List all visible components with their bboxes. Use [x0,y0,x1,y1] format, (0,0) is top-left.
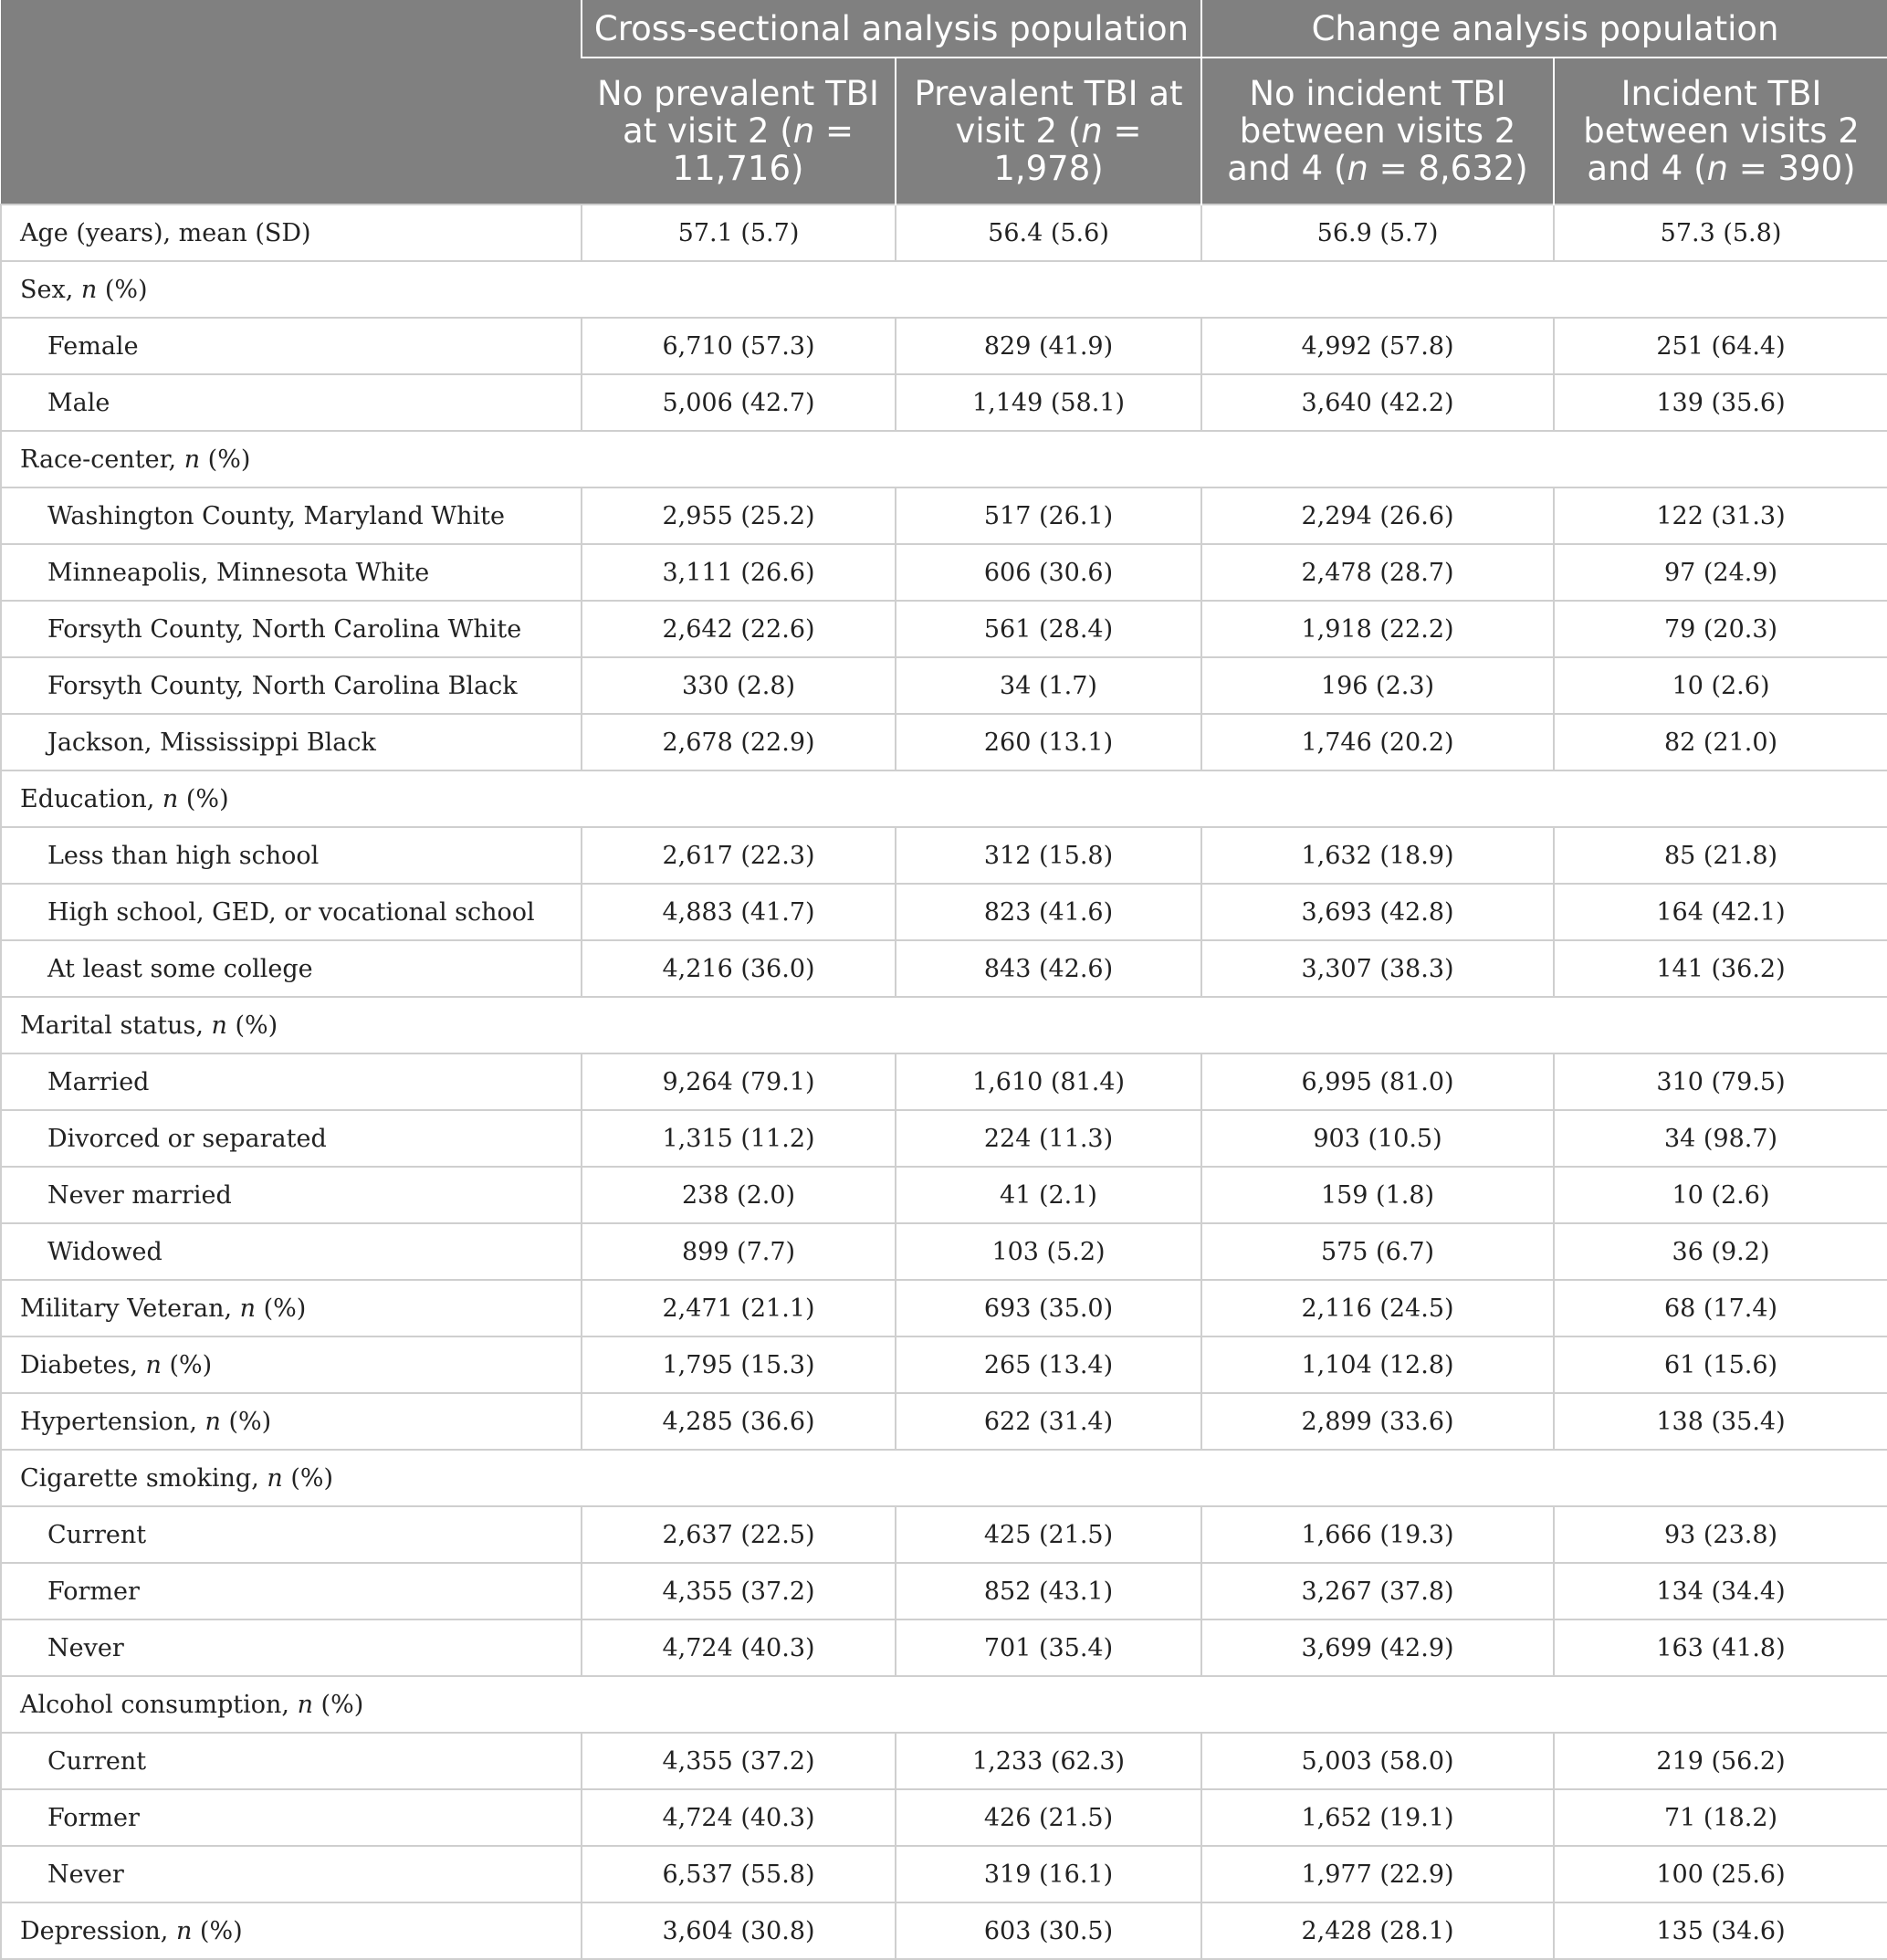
row-value-col3 [1201,261,1554,318]
row-value-col4: 97 (24.9) [1554,544,1887,601]
header-prevalent-tbi: Prevalent TBI at visit 2 (n = 1,978) [896,58,1201,204]
row-value-col3: 5,003 (58.0) [1201,1733,1554,1789]
row-value-col2 [896,1450,1201,1506]
row-value-col1 [582,431,896,487]
row-label: Hypertension, n (%) [1,1393,582,1450]
row-value-col4: 139 (35.6) [1554,374,1887,431]
row-value-col4: 68 (17.4) [1554,1280,1887,1336]
table-row [1,1902,1887,1959]
table-category-row [1,997,1887,1053]
row-value-col4: 163 (41.8) [1554,1619,1887,1676]
row-value-col3: 2,428 (28.1) [1201,1902,1554,1959]
row-label: Former [1,1563,582,1619]
row-label: Military Veteran, n (%) [1,1280,582,1336]
row-label: At least some college [1,940,582,997]
table-row [1,318,1887,374]
row-value-col4 [1554,997,1887,1053]
row-value-col3 [1201,1676,1554,1733]
row-value-col4: 71 (18.2) [1554,1789,1887,1846]
row-value-col4 [1554,431,1887,487]
row-value-col1: 1,315 (11.2) [582,1110,896,1167]
row-value-col1: 2,955 (25.2) [582,487,896,544]
row-value-col2: 312 (15.8) [896,827,1201,884]
row-value-col1: 6,710 (57.3) [582,318,896,374]
row-value-col2: 829 (41.9) [896,318,1201,374]
row-label: Forsyth County, North Carolina White [1,601,582,657]
row-value-col4: 100 (25.6) [1554,1846,1887,1902]
row-value-col4: 61 (15.6) [1554,1336,1887,1393]
header-blank-cell [1,0,582,204]
row-value-col3: 3,267 (37.8) [1201,1563,1554,1619]
table-row [1,1393,1887,1450]
row-value-col1: 238 (2.0) [582,1167,896,1223]
table-row [1,487,1887,544]
row-value-col4: 164 (42.1) [1554,884,1887,940]
row-value-col3: 1,918 (22.2) [1201,601,1554,657]
row-value-col1: 9,264 (79.1) [582,1053,896,1110]
table-row [1,940,1887,997]
row-value-col4 [1554,1676,1887,1733]
row-label: High school, GED, or vocational school [1,884,582,940]
row-value-col4 [1554,770,1887,827]
row-value-col3: 159 (1.8) [1201,1167,1554,1223]
row-label: Forsyth County, North Carolina Black [1,657,582,714]
row-label: Never married [1,1167,582,1223]
row-value-col3 [1201,770,1554,827]
table-body [1,204,1887,1959]
header-group-change: Change analysis population [1201,0,1887,58]
row-value-col1: 1,795 (15.3) [582,1336,896,1393]
row-value-col4 [1554,261,1887,318]
row-value-col2: 41 (2.1) [896,1167,1201,1223]
row-value-col3: 2,294 (26.6) [1201,487,1554,544]
row-value-col3: 56.9 (5.7) [1201,204,1554,261]
table-row [1,1846,1887,1902]
row-value-col2: 561 (28.4) [896,601,1201,657]
row-value-col4: 310 (79.5) [1554,1053,1887,1110]
row-value-col4: 34 (98.7) [1554,1110,1887,1167]
row-value-col1: 3,111 (26.6) [582,544,896,601]
row-value-col2: 319 (16.1) [896,1846,1201,1902]
row-label: Married [1,1053,582,1110]
table-row [1,1336,1887,1393]
table-row [1,1167,1887,1223]
table-row [1,657,1887,714]
row-value-col2 [896,1676,1201,1733]
row-value-col3: 1,632 (18.9) [1201,827,1554,884]
row-label: Marital status, n (%) [1,997,582,1053]
row-value-col2: 1,233 (62.3) [896,1733,1201,1789]
table-row [1,884,1887,940]
row-label: Diabetes, n (%) [1,1336,582,1393]
row-value-col2: 517 (26.1) [896,487,1201,544]
row-value-col2: 224 (11.3) [896,1110,1201,1167]
header-no-incident-tbi: No incident TBI between visits 2 and 4 (n = 8,632) [1201,58,1554,204]
table-row [1,544,1887,601]
row-value-col2: 1,610 (81.4) [896,1053,1201,1110]
row-value-col4: 82 (21.0) [1554,714,1887,770]
row-value-col1: 2,642 (22.6) [582,601,896,657]
row-value-col1: 4,724 (40.3) [582,1619,896,1676]
row-label: Less than high school [1,827,582,884]
row-value-col2: 34 (1.7) [896,657,1201,714]
row-value-col4: 79 (20.3) [1554,601,1887,657]
row-label: Depression, n (%) [1,1902,582,1959]
row-value-col2: 693 (35.0) [896,1280,1201,1336]
row-value-col2: 103 (5.2) [896,1223,1201,1280]
table-row [1,1733,1887,1789]
row-label: Current [1,1506,582,1563]
table-row [1,1789,1887,1846]
row-label: Current [1,1733,582,1789]
table-category-row [1,1676,1887,1733]
row-value-col4: 93 (23.8) [1554,1506,1887,1563]
row-value-col4: 134 (34.4) [1554,1563,1887,1619]
row-value-col3: 3,693 (42.8) [1201,884,1554,940]
row-value-col3 [1201,431,1554,487]
row-value-col4: 219 (56.2) [1554,1733,1887,1789]
row-value-col1: 4,355 (37.2) [582,1733,896,1789]
row-value-col1: 4,883 (41.7) [582,884,896,940]
row-label: Minneapolis, Minnesota White [1,544,582,601]
row-value-col3: 2,899 (33.6) [1201,1393,1554,1450]
row-value-col1: 4,724 (40.3) [582,1789,896,1846]
row-value-col1: 6,537 (55.8) [582,1846,896,1902]
row-value-col2: 260 (13.1) [896,714,1201,770]
row-value-col3: 3,307 (38.3) [1201,940,1554,997]
row-value-col1: 899 (7.7) [582,1223,896,1280]
row-value-col3: 1,666 (19.3) [1201,1506,1554,1563]
row-label: Female [1,318,582,374]
row-label: Male [1,374,582,431]
row-value-col4: 138 (35.4) [1554,1393,1887,1450]
table-category-row [1,431,1887,487]
row-label: Race-center, n (%) [1,431,582,487]
row-value-col3: 4,992 (57.8) [1201,318,1554,374]
table-row [1,204,1887,261]
row-value-col1: 3,604 (30.8) [582,1902,896,1959]
table-header [1,0,1887,204]
row-value-col1 [582,770,896,827]
row-value-col4: 10 (2.6) [1554,657,1887,714]
row-value-col1: 4,355 (37.2) [582,1563,896,1619]
row-value-col1: 5,006 (42.7) [582,374,896,431]
row-value-col1: 2,678 (22.9) [582,714,896,770]
row-value-col1 [582,261,896,318]
row-value-col2: 265 (13.4) [896,1336,1201,1393]
row-label: Alcohol consumption, n (%) [1,1676,582,1733]
header-no-prevalent-tbi: No prevalent TBI at visit 2 (n = 11,716) [582,58,896,204]
row-value-col2 [896,770,1201,827]
row-value-col3 [1201,997,1554,1053]
row-label: Never [1,1846,582,1902]
row-value-col2 [896,431,1201,487]
row-value-col4 [1554,1450,1887,1506]
row-value-col3 [1201,1450,1554,1506]
row-value-col4: 36 (9.2) [1554,1223,1887,1280]
row-value-col2: 701 (35.4) [896,1619,1201,1676]
row-value-col2: 426 (21.5) [896,1789,1201,1846]
row-value-col1 [582,1450,896,1506]
row-value-col1: 330 (2.8) [582,657,896,714]
table-row [1,1563,1887,1619]
row-value-col1 [582,997,896,1053]
table-row [1,827,1887,884]
table-row [1,1280,1887,1336]
table-row [1,1619,1887,1676]
table-row [1,714,1887,770]
row-value-col3: 1,104 (12.8) [1201,1336,1554,1393]
row-label: Age (years), mean (SD) [1,204,582,261]
row-value-col2: 843 (42.6) [896,940,1201,997]
row-value-col3: 1,977 (22.9) [1201,1846,1554,1902]
row-value-col1: 4,285 (36.6) [582,1393,896,1450]
row-value-col1: 57.1 (5.7) [582,204,896,261]
row-value-col2: 425 (21.5) [896,1506,1201,1563]
row-value-col3: 6,995 (81.0) [1201,1053,1554,1110]
row-value-col3: 1,652 (19.1) [1201,1789,1554,1846]
row-label: Jackson, Mississippi Black [1,714,582,770]
table-category-row [1,261,1887,318]
row-value-col4: 135 (34.6) [1554,1902,1887,1959]
row-value-col2: 1,149 (58.1) [896,374,1201,431]
row-value-col3: 3,640 (42.2) [1201,374,1554,431]
row-label: Former [1,1789,582,1846]
row-value-col1: 2,617 (22.3) [582,827,896,884]
row-label: Sex, n (%) [1,261,582,318]
row-value-col4: 251 (64.4) [1554,318,1887,374]
table-row [1,1223,1887,1280]
row-value-col2: 603 (30.5) [896,1902,1201,1959]
row-value-col3: 2,116 (24.5) [1201,1280,1554,1336]
row-value-col4: 122 (31.3) [1554,487,1887,544]
row-value-col4: 10 (2.6) [1554,1167,1887,1223]
row-value-col3: 2,478 (28.7) [1201,544,1554,601]
table-row [1,1110,1887,1167]
table-row [1,1506,1887,1563]
row-value-col2: 852 (43.1) [896,1563,1201,1619]
row-label: Never [1,1619,582,1676]
row-value-col2: 823 (41.6) [896,884,1201,940]
table-row [1,374,1887,431]
row-value-col3: 3,699 (42.9) [1201,1619,1554,1676]
row-value-col1: 4,216 (36.0) [582,940,896,997]
table-row [1,601,1887,657]
row-value-col1: 2,637 (22.5) [582,1506,896,1563]
row-value-col2: 622 (31.4) [896,1393,1201,1450]
row-value-col3: 196 (2.3) [1201,657,1554,714]
row-value-col1 [582,1676,896,1733]
row-value-col1: 2,471 (21.1) [582,1280,896,1336]
row-label: Education, n (%) [1,770,582,827]
row-value-col2 [896,997,1201,1053]
row-value-col4: 57.3 (5.8) [1554,204,1887,261]
row-label: Divorced or separated [1,1110,582,1167]
row-value-col3: 575 (6.7) [1201,1223,1554,1280]
table-row [1,1053,1887,1110]
row-value-col3: 903 (10.5) [1201,1110,1554,1167]
row-value-col4: 85 (21.8) [1554,827,1887,884]
header-incident-tbi: Incident TBI between visits 2 and 4 (n = 390) [1554,58,1887,204]
table-category-row [1,770,1887,827]
table-category-row [1,1450,1887,1506]
row-label: Widowed [1,1223,582,1280]
row-value-col2: 606 (30.6) [896,544,1201,601]
row-label: Cigarette smoking, n (%) [1,1450,582,1506]
header-group-cross-sectional: Cross-sectional analysis population [582,0,1201,58]
row-label: Washington County, Maryland White [1,487,582,544]
row-value-col3: 1,746 (20.2) [1201,714,1554,770]
row-value-col2 [896,261,1201,318]
row-value-col4: 141 (36.2) [1554,940,1887,997]
row-value-col2: 56.4 (5.6) [896,204,1201,261]
